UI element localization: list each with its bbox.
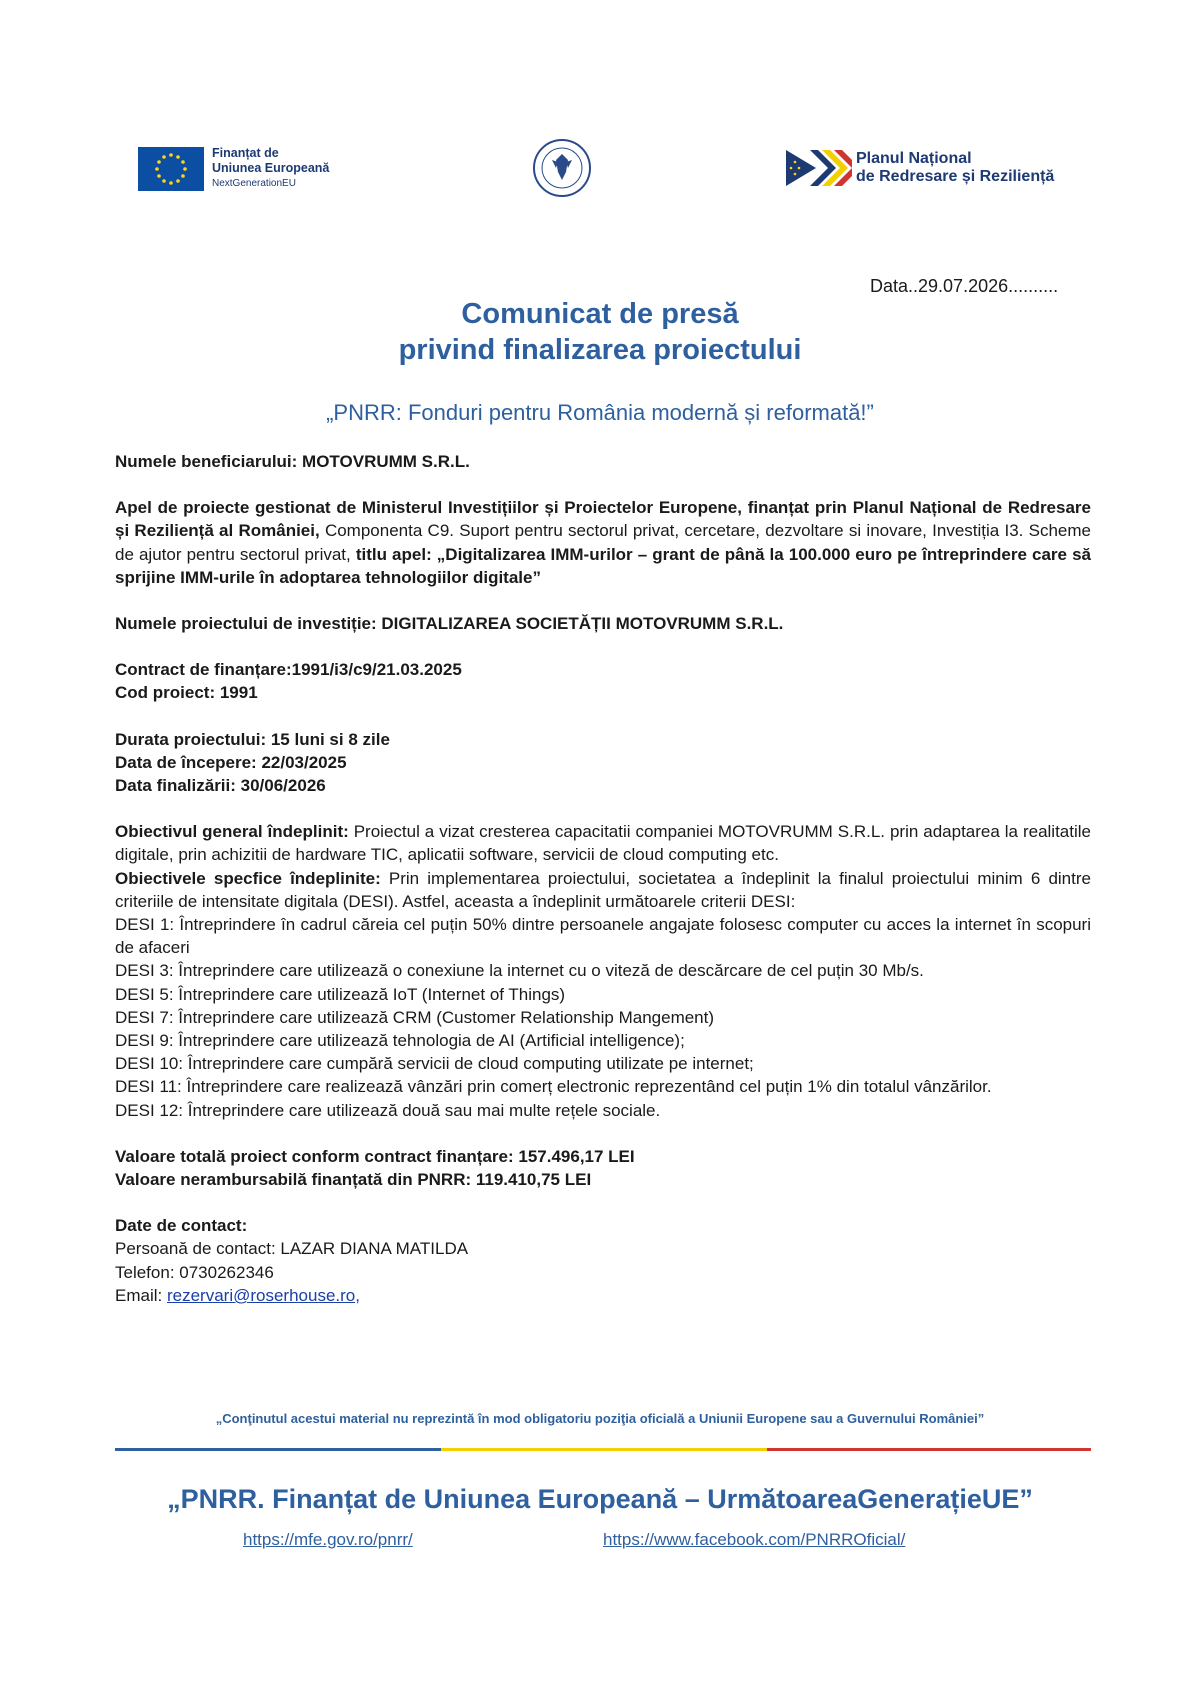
- footer-slogan: „PNRR. Finanțat de Uniunea Europeană – UrmătoareaGenerațieUE”: [167, 1484, 1033, 1514]
- disclaimer: „Conţinutul acestui material nu reprezintă în mod obligatoriu poziţia oficială a Uniunii Europene sau a Guvernului României”: [215, 1411, 985, 1426]
- general-objective-label: Obiectivul general îndeplinit:: [115, 822, 349, 842]
- project-code: Cod proiect: 1991: [115, 683, 258, 703]
- project-duration: Durata proiectului: 15 luni si 8 zile: [115, 729, 390, 749]
- footer-rule-yellow: [441, 1448, 767, 1451]
- pnrr-logo-line2: de Redresare și Reziliență: [856, 168, 1055, 185]
- non-refundable-value: Valoare nerambursabilă finanțată din PNRR: 119.410,75 LEI: [115, 1170, 592, 1190]
- call-bold: Apel de proiecte gestionat de Ministerul Investițiilor și Proiectelor Europene, finanțat prin Planul Național de Redresare și Reziliență al României,: [115, 498, 1091, 541]
- pnrr-logo: [786, 148, 1054, 188]
- mfe-pnrr-link[interactable]: https://mfe.gov.ro/pnrr/: [243, 1530, 413, 1549]
- specific-objectives-text: Prin implementarea proiectului, societatea a îndeplinit la finalul proiectului minim 6 dintre criteriile de intensitate digitala (DESI). Astfel, aceasta a îndeplinit următoarele criterii DESI:: [115, 868, 1091, 911]
- pnrr-slogan: „PNRR: Fonduri pentru România modernă și reformată!”: [326, 400, 874, 425]
- eu-logo-line1: Finanțat de: [212, 146, 279, 160]
- pnrr-logo-line1: Planul Național: [856, 150, 972, 167]
- eu-flag-icon: [138, 147, 204, 191]
- start-date: Data de începere: 22/03/2025: [115, 752, 347, 772]
- eu-logo-line3: NextGenerationEU: [212, 178, 296, 189]
- footer-rule-blue: [115, 1448, 441, 1451]
- document-body: [115, 450, 1091, 1307]
- general-objective-text: Proiectul a vizat cresterea capacitatii companiei MOTOVRUMM S.R.L. prin adaptarea la realitatile digitale, prin achizitii de hardware TIC, aplicatii software, servicii de cloud computing etc.: [115, 822, 1091, 865]
- footer-rule-red: [767, 1448, 1091, 1451]
- desi-criterion: DESI 7: Întreprindere care utilizează CRM (Customer Relationship Mangement): [115, 1007, 715, 1027]
- document-date: Data..29.07.2026..........: [870, 276, 1059, 296]
- contact-person: Persoană de contact: LAZAR DIANA MATILDA: [115, 1239, 469, 1259]
- facebook-pnrr-link[interactable]: https://www.facebook.com/PNRROficial/: [603, 1530, 906, 1549]
- contact-email-line: [115, 1284, 1091, 1307]
- contact-phone: Telefon: 0730262346: [115, 1262, 274, 1282]
- email-label: Email:: [115, 1285, 167, 1305]
- end-date: Data finalizării: 30/06/2026: [115, 776, 326, 796]
- specific-objectives: [115, 867, 1091, 913]
- email-link[interactable]: rezervari@roserhouse.ro,: [166, 1285, 360, 1305]
- desi-criterion: DESI 10: Întreprindere care cumpără servicii de cloud computing utilizate pe internet;: [115, 1054, 754, 1074]
- desi-criterion: DESI 5: Întreprindere care utilizează IoT (Internet of Things): [115, 984, 566, 1004]
- eu-logo-line2: Uniunea Europeană: [212, 161, 330, 175]
- pnrr-arrow-icon: [786, 148, 852, 188]
- total-project-value: Valoare totală proiect conform contract finanțare: 157.496,17 LEI: [115, 1146, 635, 1166]
- romanian-government-seal-icon: [532, 138, 592, 198]
- project-name: Numele proiectului de investiție: DIGITALIZAREA SOCIETĂȚII MOTOVRUMM S.R.L.: [115, 614, 784, 634]
- desi-criterion: DESI 9: Întreprindere care utilizează tehnologia de AI (Artificial intelligence);: [115, 1031, 685, 1051]
- eu-funding-logo: [138, 146, 329, 191]
- desi-criterion: DESI 11: Întreprindere care realizează vânzări prin comerț electronic reprezentând cel puțin 1% din totalul vânzărilor.: [115, 1077, 992, 1097]
- specific-objectives-label: Obiectivele specfice îndeplinite:: [115, 868, 381, 888]
- call-normal: Componenta C9. Suport pentru sectorul privat, cercetare, dezvoltare si inovare, Investiția I3. Scheme de ajutor pentru sectorul privat,: [115, 521, 1091, 564]
- financing-contract: Contract de finanțare:1991/i3/c9/21.03.2025: [115, 660, 462, 680]
- beneficiary-name: Numele beneficiarului: MOTOVRUMM S.R.L.: [115, 452, 470, 471]
- call-title: titlu apel: „Digitalizarea IMM-urilor – grant de până la 100.000 euro pe întreprindere care să sprijine IMM-urile în adoptarea tehnologiilor digitale”: [115, 544, 1091, 587]
- desi-criterion: DESI 1: Întreprindere în cadrul căreia cel puțin 50% dintre persoanele angajate folosesc computer cu acces la internet în scopuri de afaceri: [115, 915, 1091, 958]
- desi-criterion: DESI 12: Întreprindere care utilizează două sau mai multe rețele sociale.: [115, 1100, 661, 1120]
- general-objective: [115, 820, 1091, 866]
- desi-criterion: DESI 3: Întreprindere care utilizează o conexiune la internet cu o viteză de descărcare de cel puțin 30 Mb/s.: [115, 961, 924, 981]
- page-title-line1: Comunicat de presă: [461, 298, 739, 330]
- contact-heading: Date de contact:: [115, 1216, 248, 1236]
- page-title-line2: privind finalizarea proiectului: [398, 334, 802, 366]
- call-description: [115, 496, 1091, 589]
